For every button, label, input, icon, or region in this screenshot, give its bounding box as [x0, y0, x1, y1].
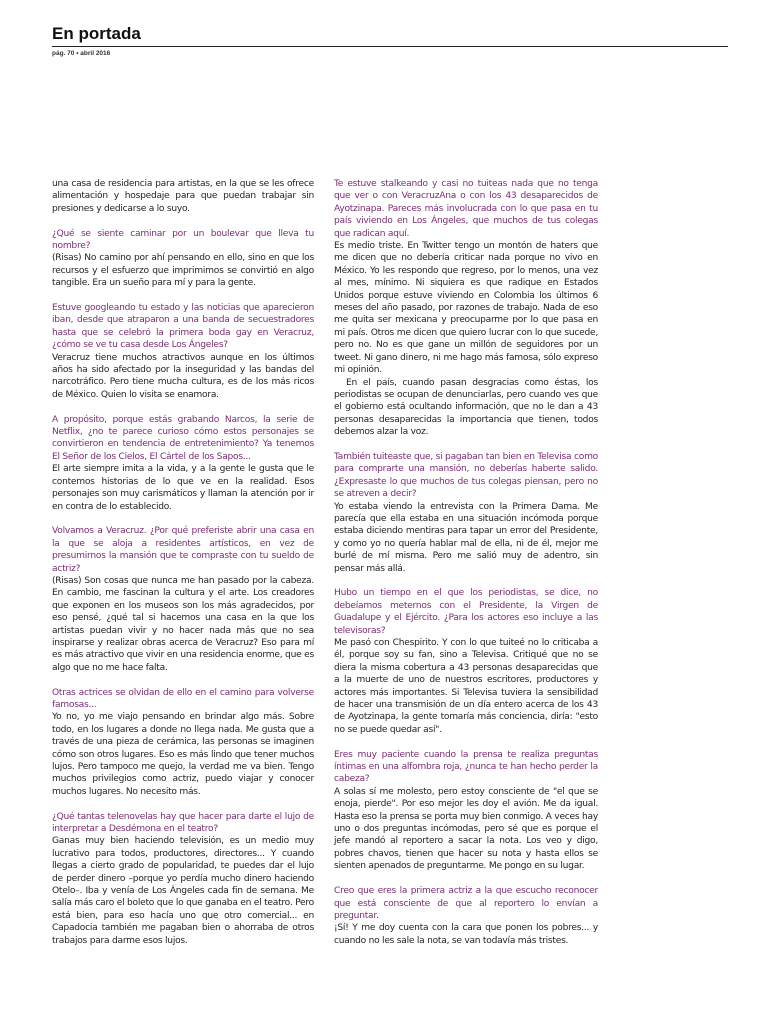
- interview-answer: A solas sí me molesto, pero estoy consciente de "el que se enoja, pierde". Por eso mejor les doy el avión. Me da igual. Hasta eso la prensa se porta muy bien conmigo. A veces hay uno o dos preguntas incómodas, pero sé que es porque el jefe mandó al reportero a sacar la nota. Los veo y digo, pobres chavos, tienen que hacer su nota y hasta ellos se sienten apenados de preguntarme. Me pongo en su lugar.: [334, 786, 598, 872]
- interview-question: Creo que eres la primera actriz a la que escucho reconocer que está consciente de que al reportero lo envían a preguntar.: [334, 886, 598, 921]
- qa-block: [334, 451, 598, 575]
- interview-answer: (Risas) No camino por ahí pensando en ello, sino en que los recursos y el esfuerzo que imprimimos se convirtió en algo tangible. Era un sueño para mí y para la gente.: [52, 253, 314, 289]
- interview-answer: Me pasó con Chespirito. Y con lo que tuiteé no lo criticaba a él, porque soy su fan, sino a Televisa. Critiqué que no se diera la misma cobertura a 43 personas desaparecidas que a la muerte de uno de nuestros escritores, productores y actores más importantes. Si Televisa tuviera la sensibilidad de hacer una transmisión de un día entero acerca de los 43 de Ayotzinapa, la gente tomaría más conciencia, diría: "esto no se puede quedar así".: [334, 638, 598, 735]
- interview-answer: Yo no, yo me viajo pensando en brindar algo más. Sobre todo, en los lugares a donde no llega nada. Me gusta que a través de una pieza de cerámica, las personas se imaginen cómo son otros lugares. Eso es más lindo que tener muchos lujos. Pero tampoco me quejo, la verdad me va bien. Tengo muchos privilegios como actriz, puedo viajar y conocer muchos lugares. No necesito más.: [52, 712, 314, 797]
- right-column: [334, 178, 598, 960]
- qa-block: [52, 687, 314, 799]
- left-column: [52, 178, 314, 959]
- qa-block: [52, 178, 314, 215]
- interview-question: Volvamos a Veracruz. ¿Por qué preferiste abrir una casa en la que se aloja a residentes artísticos, en vez de presumirnos la mansión que te compraste con tu sueldo de actriz?: [52, 526, 314, 574]
- interview-question: Estuve googleando tu estado y las noticias que aparecieron iban, desde que atraparon a una banda de secuestradores hasta que se celebró la primera boda gay en Veracruz, ¿cómo se ve tu casa desde Los Ángeles?: [52, 303, 314, 351]
- qa-block: [334, 749, 598, 873]
- qa-block: [334, 587, 598, 736]
- interview-question: ¿Qué se siente caminar por un boulevar que lleva tu nombre?: [52, 228, 314, 252]
- qa-block: [52, 525, 314, 674]
- interview-question: También tuiteaste que, si pagaban tan bien en Televisa como para comprarte una mansión, no deberías haberte salido. ¿Expresaste lo que muchos de tus colegas piensan, pero no se atreven a decir?: [334, 451, 598, 500]
- qa-block: [334, 178, 598, 439]
- interview-answer: ¡Sí! Y me doy cuenta con la cara que ponen los pobres... y cuando no les sale la nota, se van todavía más tristes.: [334, 923, 598, 946]
- interview-question: Hubo un tiempo en el que los periodistas, se dice, no debeíamos meternos con el Presidente, la Virgen de Guadalupe y el Ejército. ¿Para los actores eso incluye a las televisoras?: [334, 588, 598, 636]
- interview-question: Otras actrices se olvidan de ello en el camino para volverse famosas...: [52, 687, 314, 710]
- qa-block: [334, 885, 598, 947]
- page-info: pág. 70 • abril 2016: [52, 50, 111, 57]
- qa-block: [52, 811, 314, 947]
- interview-answer: Es medio triste. En Twitter tengo un montón de haters que me dicen que no debería criticar nada porque no vivo en México. Yo les respondo que regreso, por lo menos, una vez al mes, mínimo. Ni siquiera es que radique en Estados Unidos porque estuve viviendo en Colombia los últimos 6 meses del año pasado, por razones de trabajo. Nada de eso me quita ser mexicana y preocuparme por lo que pasa en mi país. Otros me dicen que quiero lucrar con lo que sucede, pero no. No es que gane un millón de seguidores por un tweet. Ni gano dinero, ni me hago más famosa, sólo expreso mi opinión.: [334, 241, 598, 376]
- interview-question: A propósito, porque estás grabando Narcos, la serie de Netflix, ¿no te parece curioso cómo estos personajes se convirtieron en tendencia de entretenimiento? Ya tenemos El Señor de los Cielos, El Cártel de los Sapos...: [52, 414, 314, 462]
- qa-block: [52, 302, 314, 401]
- interview-question: ¿Qué tantas telenovelas hay que hacer para darte el lujo de interpretar a Desdémona en el teatro?: [52, 811, 314, 835]
- page-header: [52, 24, 732, 57]
- qa-block: [52, 228, 314, 290]
- section-title: En portada: [52, 24, 141, 43]
- interview-answer: (Risas) Son cosas que nunca me han pasado por la cabeza. En cambio, me fascinan la cultura y el arte. Los creadores que exponen en los museos son los más agradecidos, por eso pensé, ¿qué tal si hacemos una casa en la que los artistas puedan vivir y no hacer nada más que no sea inspirarse y realizar obras acerca de Veracruz? Eso para mí es más atractivo que vivir en una residencia enorme, que es algo que no me hace falta.: [52, 575, 314, 673]
- interview-answer: En el país, cuando pasan desgracias como éstas, los periodistas se ocupan de denunciarlas, pero cuando ves que el gobierno está ocultando información, que no le dan a 43 personas desaparecidas la importancia que tienen, todos debemos alzar la voz.: [334, 377, 598, 438]
- interview-question: Eres muy paciente cuando la prensa te realiza preguntas íntimas en una alfombra roja, ¿nunca te han hecho perder la cabeza?: [334, 749, 598, 785]
- header-rule: [52, 46, 728, 47]
- interview-question: Te estuve stalkeando y casi no tuiteas nada que no tenga que ver o con VeracruzAna o con los 43 desaparecidos de Ayotzinapa. Pareces más involucrada con lo que pasa en tu país viviendo en Los Ángeles, que muchos de tus colegas que radican aquí.: [334, 179, 598, 239]
- interview-answer: una casa de residencia para artistas, en la que se les ofrece alimentación y hospedaje para que puedan trabajar sin presiones y dedicarse a lo suyo.: [52, 179, 314, 214]
- interview-answer: Yo estaba viendo la entrevista con la Primera Dama. Me parecía que ella estaba en una situación incómoda porque estaba diciendo mentiras para tapar un error del Presidente, y como yo no quería hablar mal de ella, ni de él, mejor me burlé de mí misma. Pero me salió muy de adentro, sin pensar más allá.: [334, 501, 598, 574]
- interview-answer: Veracruz tiene muchos atractivos aunque en los últimos años ha sido afectado por la inseguridad y las bandas del narcotráfico. Pero tiene mucha cultura, es de los más ricos de México. Quien lo visita se enamora.: [52, 352, 314, 400]
- interview-answer: El arte siempre imita a la vida, y a la gente le gusta que le contemos historias de lo que ve en la realidad. Esos personajes son muy carismáticos y llaman la atención por ir en contra de lo establecido.: [52, 464, 314, 512]
- interview-answer: Ganas muy bien haciendo televisión, es un medio muy lucrativo para todos, productores, directores... Y cuando llegas a cierto grado de popularidad, te puedes dar el lujo de perder dinero –porque yo perdía mucho dinero haciendo Otelo–. Iba y venía de Los Ángeles cada fin de semana. Me salía más caro el boleto que lo que ganaba en el teatro. Pero está bien, para eso hacía uno que otro comercial... en Capadocia también me pagaban bien o ahorraba de otros trabajos para darme esos lujos.: [52, 836, 314, 946]
- qa-block: [52, 414, 314, 513]
